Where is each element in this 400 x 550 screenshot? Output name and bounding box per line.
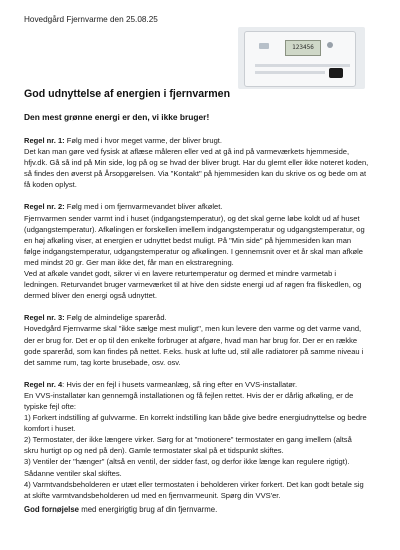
rule-heading-text: : Hvis der en fejl i husets varmeanlæg, så ring efter en VVS-installatør. <box>62 379 298 389</box>
page-subtitle: Den mest grønne energi er den, vi ikke bruger! <box>24 112 210 122</box>
rule-line: 3) Ventiler der "hænger" (altså en ventil, der sidder fast, og derfor ikke længe kan regulere rigtigt). <box>24 457 350 467</box>
rule-3 <box>24 312 380 367</box>
rule-line: Sådanne ventiler skal skiftes. <box>24 468 122 478</box>
heat-meter-photo <box>238 27 365 89</box>
rule-line: komfort i huset. <box>24 424 76 434</box>
rule-line: der er brug for. Det er op til den enkelte forbruger at afgøre, hvad man har brug for. Der er en række <box>24 335 358 345</box>
rule-heading-text: Følg med i om fjernvarmevandet bliver afkølet. <box>64 202 223 212</box>
rule-heading <box>24 201 380 212</box>
rule-heading <box>24 312 380 323</box>
closing-bold: God fornøjelse <box>24 505 80 514</box>
rule-line: 2) Termostater, der ikke længere virker. Sørg for at "motionere" termostater en gang imellem (altså <box>24 435 352 445</box>
rule-label: Regel nr. 3: <box>24 313 65 323</box>
rule-label: Regel nr. 2: <box>24 202 65 212</box>
meter-label-strip <box>255 64 350 67</box>
rule-line: dermed bliver den energi også udnyttet. <box>24 291 157 301</box>
rule-line: gode spareråd, som kan findes på nettet. F.eks. husk at lufte ud, stil alle radiatorer på samme niveau i <box>24 346 364 356</box>
rule-line: så findes den øverst på Årsopgørelsen. Via "Kontakt" på hjemmesiden kan du skrive os og bede om at <box>24 169 367 179</box>
meter-label-strip-2 <box>255 71 325 74</box>
rule-1 <box>24 135 380 190</box>
rule-line: at skifte varmtvandsbeholderen ud med en fjernvarmeunit. Spørg din VVS'er. <box>24 490 281 500</box>
rule-heading-text: Følg de almindelige spareråd. <box>64 313 167 323</box>
meter-connector <box>329 68 343 78</box>
rule-line: 1) Forkert indstilling af gulvvarme. En korrekt indstilling kan både give bedre energiudnyttelse og bedre <box>24 413 367 423</box>
rule-line: følge indgangstemperatur, udgangstemperatur og afkølingen. I gennemsnit over et år skal man afkøle <box>24 246 363 256</box>
rule-line: (udgangstemperatur). Afkølingen er forskellen imellem indgangstemperatur og udgangstemperatur, og <box>24 224 365 234</box>
rule-line: Det kan man gøre ved fysisk at aflæse måleren eller ved at gå ind på varmeværkets hjemmeside, <box>24 147 350 157</box>
rule-line: Ved at afkøle vandet godt, sikrer vi en lavere returtemperatur og dermed et mindre varmetab i <box>24 269 337 279</box>
rule-heading <box>24 379 380 390</box>
closing-line <box>24 505 217 514</box>
rule-label: Regel nr. 1: <box>24 136 65 145</box>
meter-body <box>244 31 356 87</box>
meter-button-icon <box>327 42 333 48</box>
rule-line: det samme rum, tag korte brusebade, osv. osv. <box>24 357 181 367</box>
rule-heading-text: Følg med i hvor meget varme, der bliver brugt. <box>64 136 222 145</box>
rule-line: med mindst 20 gr. Ger man ikke det, får man en ekstraregning. <box>24 257 234 267</box>
rule-line: en høj afkøling viser, at energien er udnyttet bedst muligt. På "Min side" på hjemmesiden kan man <box>24 235 352 245</box>
rule-line: Fjernvarmen sender varmt ind i huset (indgangstemperatur), og det skal gerne løbe koldt ud af huset <box>24 213 360 223</box>
rule-4 <box>24 379 380 501</box>
meter-display: 123456 <box>285 40 321 56</box>
letter-header: Hovedgård Fjernvarme den 25.08.25 <box>24 15 158 24</box>
page-title: God udnyttelse af energien i fjernvarmen <box>24 88 231 100</box>
rule-line: 4) Varmtvandsbeholderen er utæt eller termostaten i beholderen virker forkert. Det kan godt betale sig <box>24 479 364 489</box>
rules-list <box>24 124 380 501</box>
rule-line: ledningen. Returvandet bruger varmeværket til at hive den sidste energi ud af røgen fra fliskedlen, og <box>24 280 362 290</box>
rule-2 <box>24 201 380 301</box>
rule-line: typiske fejl ofte: <box>24 401 77 411</box>
rule-line: En VVS-installatør kan gennemgå installationen og få fejlen rettet. Hvis der er dårlig afkøling, er de <box>24 390 354 400</box>
rule-label: Regel nr. 4 <box>24 379 63 389</box>
closing-text: med energirigtig brug af din fjernvarme. <box>79 505 218 514</box>
rule-heading <box>24 135 380 146</box>
rule-line: få koden oplyst. <box>24 180 77 190</box>
meter-indicator <box>259 43 269 49</box>
rule-line: Hovedgård Fjernvarme skal "ikke sælge mest muligt", men kun levere den varme og det varme vand, <box>24 324 362 334</box>
rule-line: skru hurtigt op og ned på den). Gamle termostater skal på et tidspunkt skiftes. <box>24 446 284 456</box>
rule-line: hfjv.dk. Gå så ind på Min side, log på og se hvad der bliver brugt. Har du glemt eller ikke noteret koden, <box>24 158 369 168</box>
